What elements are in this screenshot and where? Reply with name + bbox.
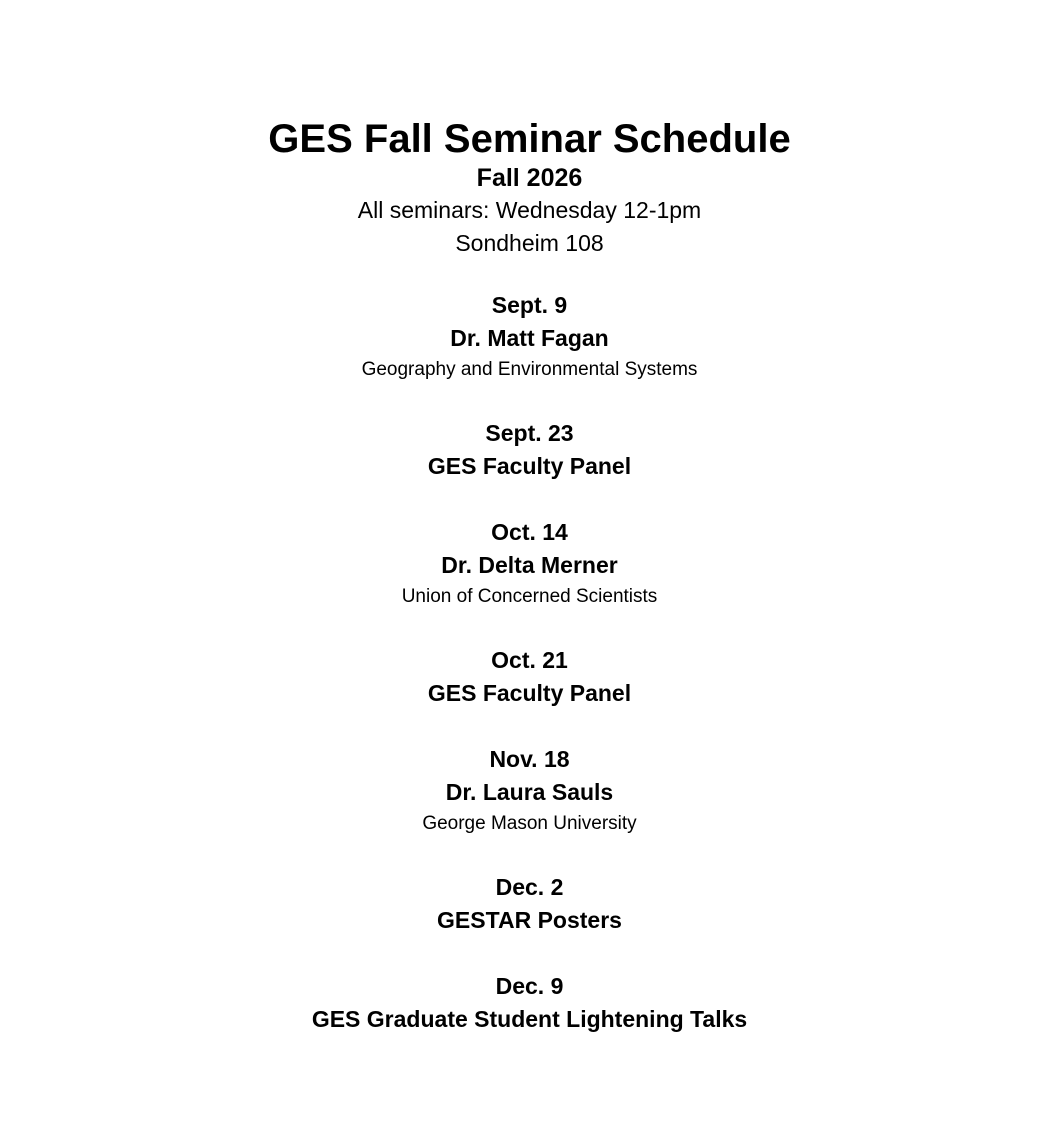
event-item	[0, 644, 1059, 710]
event-affiliation: Geography and Environmental Systems	[361, 359, 698, 380]
time-note: All seminars: Wednesday 12-1pm	[357, 197, 702, 223]
event-date: Dec. 2	[495, 874, 564, 900]
event-date: Sept. 23	[485, 420, 574, 446]
event-date: Sept. 9	[491, 292, 568, 318]
schedule-header	[0, 0, 1059, 260]
event-speaker: Dr. Laura Sauls	[445, 779, 614, 805]
event-list	[0, 289, 1059, 1036]
event-affiliation: George Mason University	[422, 813, 637, 834]
term-subtitle: Fall 2026	[476, 164, 583, 192]
event-date: Nov. 18	[489, 746, 570, 772]
event-item	[0, 516, 1059, 611]
event-affiliation: Union of Concerned Scientists	[401, 586, 658, 607]
event-speaker: GES Faculty Panel	[427, 453, 632, 479]
event-speaker: Dr. Delta Merner	[441, 552, 618, 578]
event-speaker: GESTAR Posters	[437, 907, 622, 933]
event-item	[0, 743, 1059, 838]
location-note: Sondheim 108	[455, 230, 604, 256]
event-item	[0, 289, 1059, 384]
event-date: Oct. 21	[491, 647, 568, 673]
event-speaker: GES Graduate Student Lightening Talks	[311, 1006, 748, 1032]
event-date: Oct. 14	[491, 519, 568, 545]
page-title: GES Fall Seminar Schedule	[268, 117, 791, 161]
event-speaker: Dr. Matt Fagan	[450, 325, 609, 351]
event-speaker: GES Faculty Panel	[427, 680, 632, 706]
event-item	[0, 871, 1059, 937]
event-date: Dec. 9	[495, 973, 564, 999]
event-item	[0, 417, 1059, 483]
event-item	[0, 970, 1059, 1036]
